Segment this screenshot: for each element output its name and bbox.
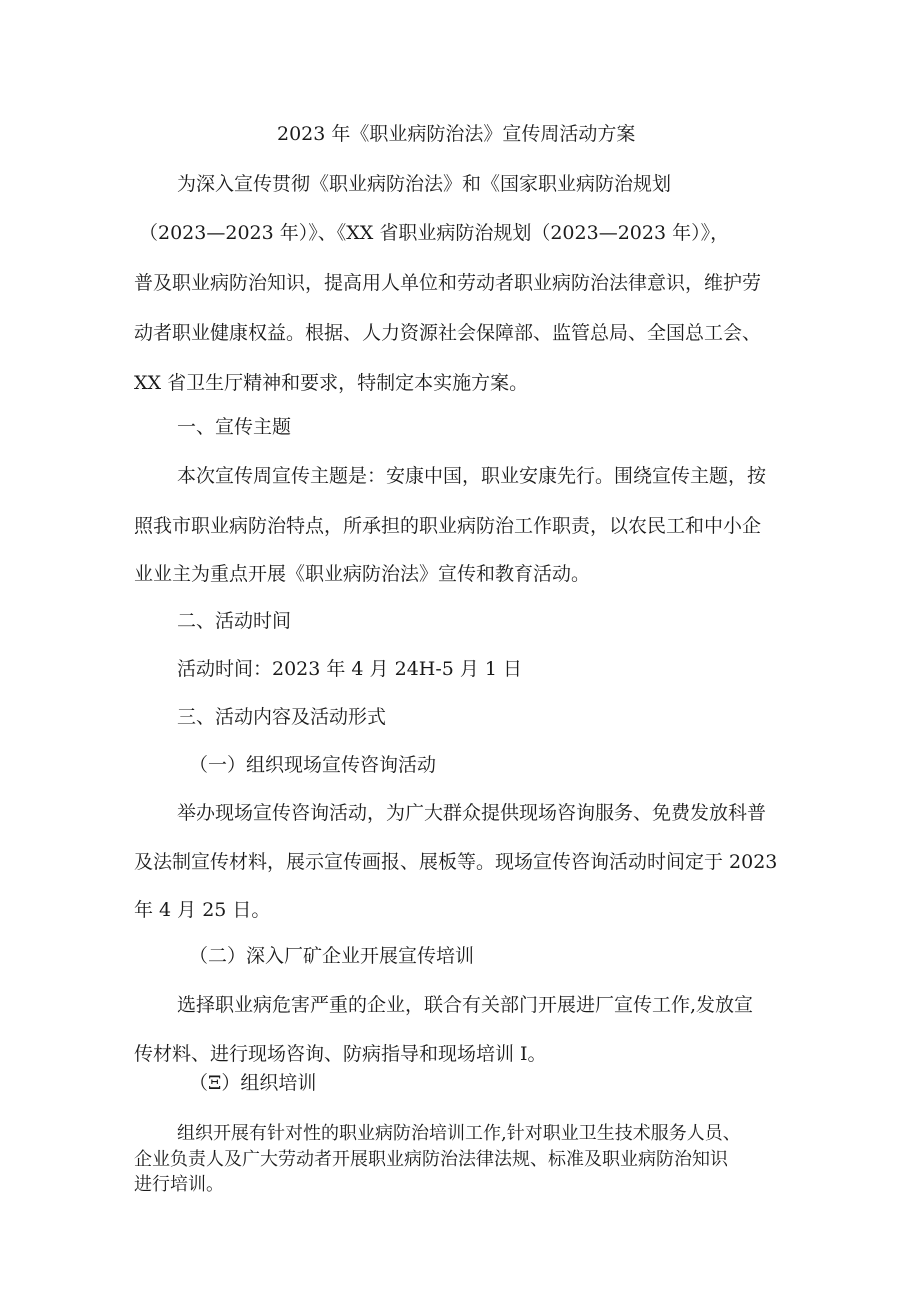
paragraph-line: 活动时间：2023 年 4 月 24H-5 月 1 日 (177, 658, 523, 680)
paragraph-line: 举办现场宣传咨询活动，为广大群众提供现场咨询服务、免费发放科普 (177, 802, 767, 824)
paragraph-line: 年 4 月 25 日。 (134, 899, 271, 921)
section-heading: 三、活动内容及活动形式 (177, 706, 387, 728)
subsection-heading: （一）组织现场宣传咨询活动 (189, 754, 437, 776)
paragraph-line: 企业负责人及广大劳动者开展职业病防治法律法规、标准及职业病防治知识 (134, 1149, 728, 1170)
paragraph-line: 业业主为重点开展《职业病防治法》宣传和教育活动。 (134, 563, 591, 585)
paragraph-line: 组织开展有针对性的职业病防治培训工作,针对职业卫生技术服务人员、 (177, 1123, 741, 1144)
paragraph-line: 及法制宣传材料，展示宣传画报、展板等。现场宣传咨询活动时间定于 2023 (134, 851, 778, 873)
paragraph-line: 选择职业病危害严重的企业，联合有关部门开展进厂宣传工作,发放宣 (177, 994, 754, 1016)
subsection-heading: （Ξ）组织培训 (189, 1072, 317, 1094)
paragraph-line: 照我市职业病防治特点，所承担的职业病防治工作职责，以农民工和中小企 (134, 515, 762, 537)
paragraph-line: 为深入宣传贯彻《职业病防治法》和《国家职业病防治规划 (177, 173, 672, 195)
paragraph-line: XX 省卫生厅精神和要求，特制定本实施方案。 (134, 372, 529, 394)
paragraph-line: 传材料、进行现场咨询、防病指导和现场培训 I。 (134, 1043, 547, 1065)
paragraph-line: （2023—2023 年）》、《XX 省职业病防治规划（2023—2023 年）》， (139, 222, 730, 244)
paragraph-line: 动者职业健康权益。根据、人力资源社会保障部、监管总局、全国总工会、 (134, 322, 762, 344)
subsection-heading: （二）深入厂矿企业开展宣传培训 (189, 945, 475, 967)
paragraph-line: 本次宣传周宣传主题是：安康中国，职业安康先行。围绕宣传主题，按 (177, 465, 767, 487)
paragraph-line: 普及职业病防治知识，提高用人单位和劳动者职业病防治法律意识，维护劳 (134, 272, 762, 294)
paragraph-line: 进行培训。 (134, 1174, 224, 1195)
section-heading: 二、活动时间 (177, 610, 292, 632)
section-heading: 一、宣传主题 (177, 416, 292, 438)
document-title: 2023 年《职业病防治法》宣传周活动方案 (277, 123, 636, 145)
